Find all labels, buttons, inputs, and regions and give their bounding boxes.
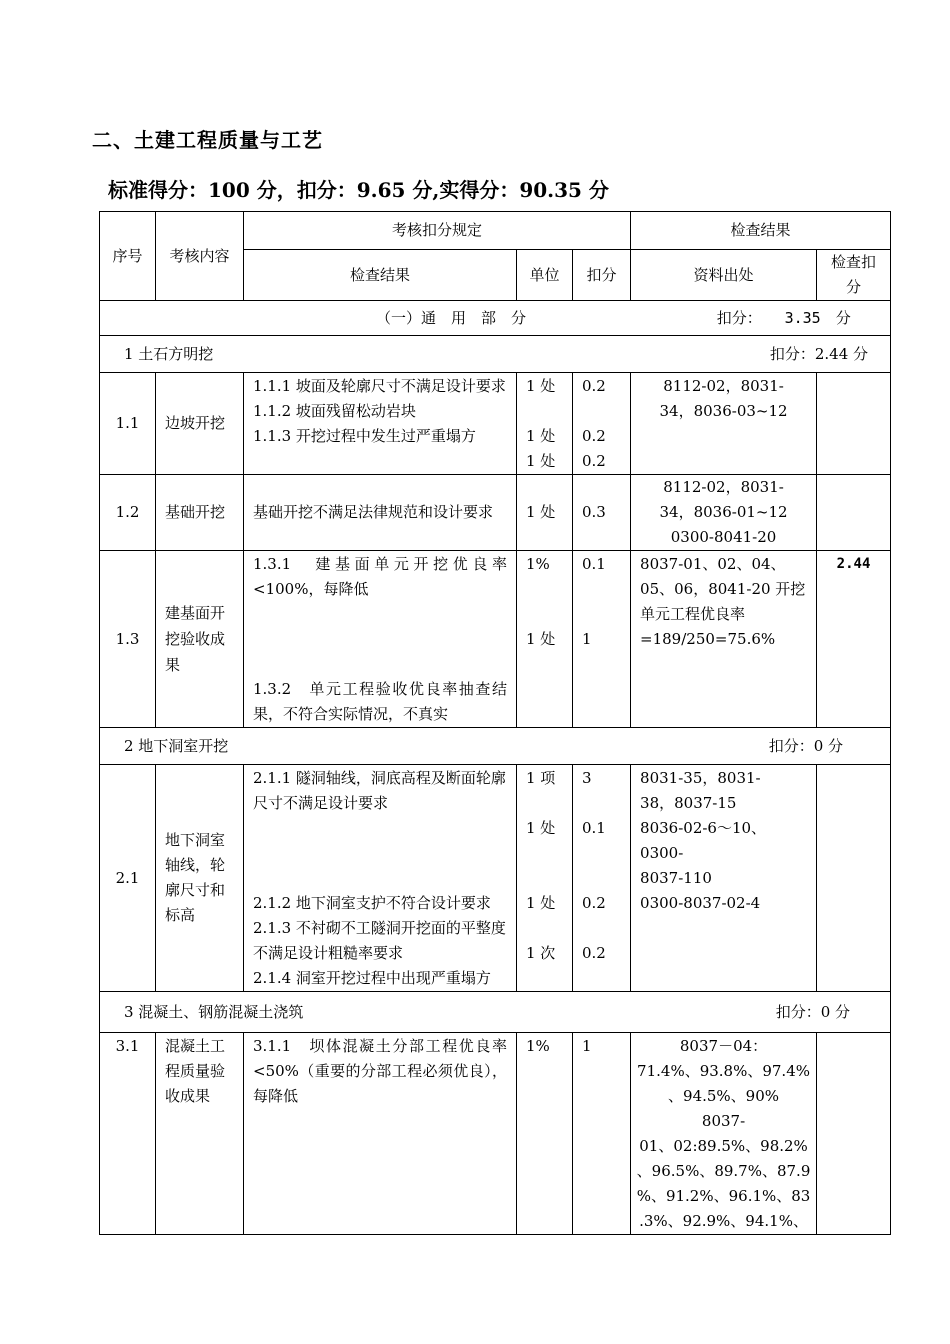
source-reference: 38，8037-15 xyxy=(640,794,737,812)
general-deduct-value: 3.35 分 xyxy=(784,308,851,327)
deduct-value: 0.2 xyxy=(582,944,606,962)
unit-value: 1 处 xyxy=(526,427,556,445)
general-part-label: （一）通 用 部 分 xyxy=(376,308,527,327)
source-reference: 、96.5%、89.7%、87.9 xyxy=(636,1162,811,1180)
table-row xyxy=(100,551,891,728)
general-deduct-label: 扣分： xyxy=(716,308,762,327)
check-item: 基础开挖不满足法律规范和设计要求 xyxy=(244,475,517,551)
section-heading: 二、土建工程质量与工艺 xyxy=(92,128,323,152)
source-reference: 8112-02，8031-34，8036-01~12 xyxy=(659,478,788,521)
source-reference: 8112-02，8031-34，8036-03~12 xyxy=(631,373,817,475)
unit-value: 1% xyxy=(517,1033,573,1235)
section-title: 2 地下洞室开挖 xyxy=(124,736,229,755)
unit-value: 1 处 xyxy=(526,819,556,837)
general-part-row xyxy=(100,301,891,336)
assessment-table xyxy=(99,211,891,1235)
deduct-value: 1 xyxy=(573,1033,631,1235)
row-number: 1.1 xyxy=(100,373,156,475)
check-item: 1.1.2 坡面残留松动岩块 xyxy=(253,402,416,420)
deduct-value: 0.2 xyxy=(582,894,606,912)
section-deduct: 扣分：2.44 分 xyxy=(769,344,869,363)
source-reference: 8037-01、02、04、05、06，8041-20 开挖单元工程优良率=189/250=75.6% xyxy=(631,551,817,728)
section-title: 1 土石方明挖 xyxy=(124,344,214,363)
header-rule-group: 考核扣分规定 xyxy=(244,212,631,250)
source-reference: 8037- xyxy=(701,1112,746,1130)
header-unit: 单位 xyxy=(517,250,573,301)
header-seq: 序号 xyxy=(100,212,156,301)
source-reference: .3%、92.9%、94.1%、 xyxy=(639,1212,808,1230)
source-reference: 0300-8041-20 xyxy=(670,528,777,546)
row-content: 地下洞室轴线，轮廓尺寸和标高 xyxy=(156,765,244,992)
unit-value: 1 处 xyxy=(526,452,556,470)
table-row xyxy=(100,373,891,475)
deduct-value: 1 xyxy=(582,630,592,648)
section-row xyxy=(100,728,891,765)
source-reference: 0300-8037-02-4 xyxy=(640,894,761,912)
check-item: 2.1.4 洞室开挖过程中出现严重塌方 xyxy=(253,969,491,987)
check-deduct xyxy=(817,475,891,551)
section-deduct: 扣分：0 分 xyxy=(775,1002,851,1021)
row-content: 混凝土工程质量验收成果 xyxy=(156,1033,244,1235)
source-reference: 01、02:89.5%、98.2% xyxy=(639,1137,808,1155)
check-item: 2.1.2 地下洞室支护不符合设计要求 xyxy=(253,894,491,912)
unit-value: 1% xyxy=(526,555,550,573)
row-content: 建基面开挖验收成果 xyxy=(156,551,244,728)
check-item: 1.1.3 开挖过程中发生过严重塌方 xyxy=(253,427,476,445)
header-check-result: 检查结果 xyxy=(244,250,517,301)
check-deduct xyxy=(817,1033,891,1235)
row-content: 边坡开挖 xyxy=(156,373,244,475)
section-deduct: 扣分：0 分 xyxy=(768,736,844,755)
unit-value: 1 项 xyxy=(526,769,556,787)
source-reference: 8031-35，8031- xyxy=(640,769,761,787)
deduct-value: 0.3 xyxy=(573,475,631,551)
unit-value: 1 处 xyxy=(526,894,556,912)
check-item: 1.1.1 坡面及轮廓尺寸不满足设计要求 xyxy=(253,377,506,395)
source-reference: 71.4%、93.8%、97.4% xyxy=(637,1062,811,1080)
section-row xyxy=(100,336,891,373)
unit-value: 1 处 xyxy=(526,630,556,648)
deduct-value: 0.2 xyxy=(582,452,606,470)
deduct-value: 0.1 xyxy=(582,555,606,573)
check-item: 2.1.1 隧洞轴线，洞底高程及断面轮廓尺寸不满足设计要求 xyxy=(253,769,506,812)
unit-value: 1 处 xyxy=(526,377,556,395)
header-check-deduct: 检查扣分 xyxy=(817,250,891,301)
table-row xyxy=(100,765,891,992)
row-number: 1.3 xyxy=(100,551,156,728)
row-content: 基础开挖 xyxy=(156,475,244,551)
check-item: 2.1.3 不衬砌不工隧洞开挖面的平整度不满足设计粗糙率要求 xyxy=(253,919,506,962)
check-deduct: 2.44 xyxy=(817,551,891,728)
table-row xyxy=(100,1033,891,1235)
deduct-value: 0.1 xyxy=(582,819,606,837)
check-item: 1.3.1 建基面单元开挖优良率<100%，每降低 xyxy=(253,555,507,598)
source-reference: 8036-02-6～10、0300- xyxy=(640,819,767,862)
check-deduct xyxy=(817,765,891,992)
deduct-value: 3 xyxy=(582,769,592,787)
deduct-value: 0.2 xyxy=(582,377,606,395)
source-reference: 8037-110 xyxy=(640,869,712,887)
unit-value: 1 处 xyxy=(517,475,573,551)
deduct-value: 0.2 xyxy=(582,427,606,445)
header-source: 资料出处 xyxy=(631,250,817,301)
check-deduct xyxy=(817,373,891,475)
header-result-group: 检查结果 xyxy=(631,212,891,250)
section-row xyxy=(100,992,891,1033)
table-row xyxy=(100,475,891,551)
header-content: 考核内容 xyxy=(156,212,244,301)
source-reference: %、91.2%、96.1%、83 xyxy=(636,1187,811,1205)
row-number: 2.1 xyxy=(100,765,156,992)
source-reference: 、94.5%、90% xyxy=(668,1087,780,1105)
source-reference: 8037－04： xyxy=(679,1037,768,1055)
section-title: 3 混凝土、钢筋混凝土浇筑 xyxy=(124,1002,304,1021)
score-summary: 标准得分：100 分，扣分：9.65 分,实得分：90.35 分 xyxy=(108,178,609,202)
header-deduct: 扣分 xyxy=(573,250,631,301)
row-number: 1.2 xyxy=(100,475,156,551)
check-item: 1.3.2 单元工程验收优良率抽查结果，不符合实际情况，不真实 xyxy=(253,680,507,723)
check-item: 3.1.1 坝体混凝土分部工程优良率<50%（重要的分部工程必须优良），每降低 xyxy=(244,1033,517,1235)
row-number: 3.1 xyxy=(100,1033,156,1235)
unit-value: 1 次 xyxy=(526,944,556,962)
